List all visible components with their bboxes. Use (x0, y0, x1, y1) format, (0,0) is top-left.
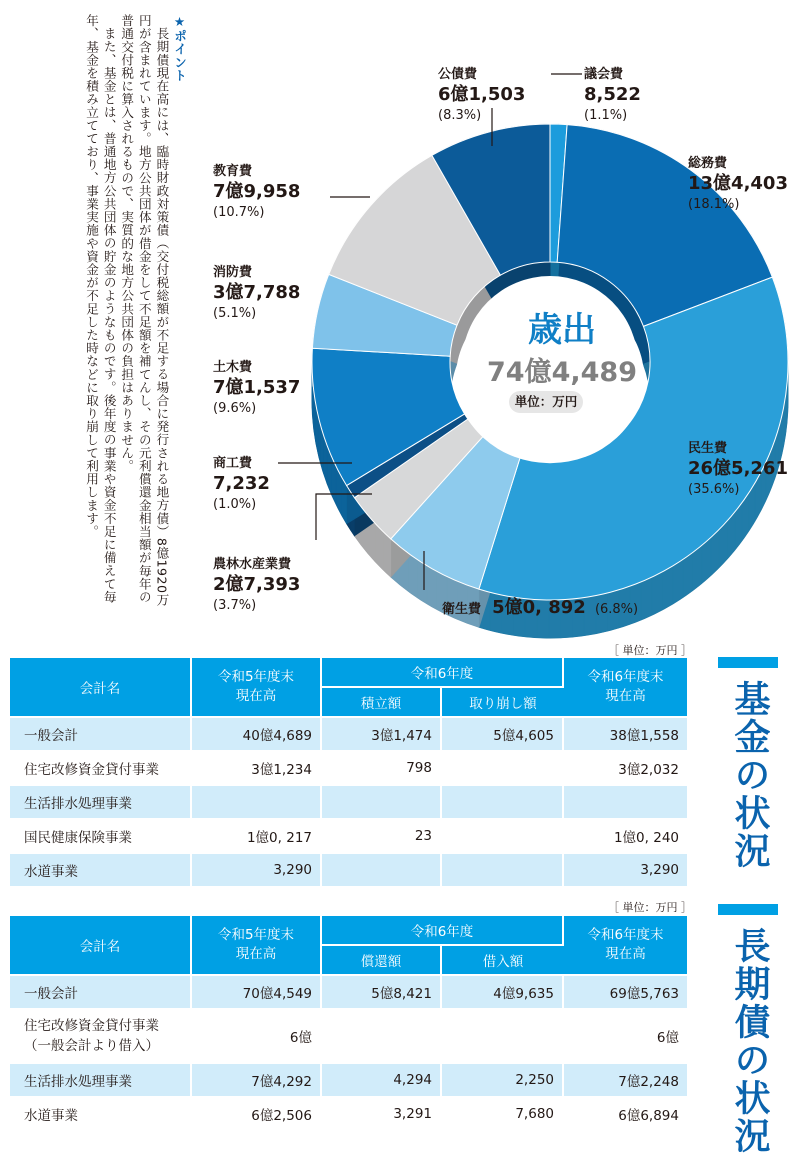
debt-row-value: 7億2,248 (564, 1064, 687, 1098)
debt-header-group: 令和6年度 (322, 916, 564, 946)
slice-wall-minsei (663, 566, 673, 610)
fund-row-value: 38億1,558 (564, 718, 687, 752)
chart-total: 74億4,489 (487, 357, 637, 388)
label-gikai: 議会費 8,522 (1.1%) (584, 67, 641, 123)
debt-row-value: 6億 (564, 1010, 687, 1064)
note-paragraph-2: また、基金とは、普通地方公共団体の貯金のようなものです。後年度の事業や資金不足に備えて毎年、基金を積み立てており、事業実施や資金が不足した時などに取り崩して利用します。 (84, 14, 117, 603)
fund-row-name: 水道事業 (10, 854, 192, 888)
debt-row-name: 生活排水処理事業 (10, 1064, 192, 1098)
fund-unit-note: ［ 単位：万円 ］ (608, 644, 692, 657)
debt-row-name: 住宅改修資金貸付事業 （一般会計より借入） (10, 1010, 192, 1064)
label-norin: 農林水産業費 2億7,393 (3.7%) (213, 557, 301, 613)
debt-row-value: 7,680 (442, 1098, 564, 1132)
fund-header-name: 会計名 (10, 658, 192, 718)
fund-side-title: 基金の状況 (718, 657, 778, 870)
fund-table (10, 658, 687, 888)
note-heading: ★ポイント (172, 14, 187, 82)
fund-row-value: 1億0, 217 (192, 820, 322, 854)
fund-row-value: 798 (322, 752, 442, 786)
debt-row-value: 5億8,421 (322, 976, 442, 1010)
fund-table-row (10, 786, 687, 820)
debt-header-name: 会計名 (10, 916, 192, 976)
fund-row-name: 住宅改修資金貸付事業 (10, 752, 192, 786)
label-shobo: 消防費 3億7,788 (5.1%) (213, 265, 301, 321)
note-paragraph-1: 長期債現在高には、臨時財政対策債（交付税総額が不足する場合に発行される地方債）8億1920万円が含まれています。地方公共団体が借金をして不足額を補てんし、その元利償還金相当額が毎年の普通交付税に算入されるもので、実質的な地方公共団体の負担はありません。 (119, 14, 170, 607)
debt-row-value (322, 1010, 442, 1064)
chart-unit-badge: 単位：万円 (509, 391, 583, 413)
fund-row-value: 3億1,234 (192, 752, 322, 786)
debt-row-name: 一般会計 (10, 976, 192, 1010)
label-somu: 総務費 13億4,403 (18.1%) (688, 156, 788, 212)
fund-row-value: 3,290 (564, 854, 687, 888)
fund-row-name: 一般会計 (10, 718, 192, 752)
debt-row-name: 水道事業 (10, 1098, 192, 1132)
fund-row-value (442, 752, 564, 786)
fund-row-value: 40億4,689 (192, 718, 322, 752)
debt-table (10, 916, 687, 1132)
debt-row-value: 2,250 (442, 1064, 564, 1098)
fund-side-bar (718, 657, 778, 668)
fund-row-value (322, 786, 442, 820)
debt-table-row (10, 1064, 687, 1098)
fund-table-row (10, 718, 687, 752)
fund-row-value (564, 786, 687, 820)
fund-row-value: 3,290 (192, 854, 322, 888)
label-kyoiku: 教育費 7億9,958 (10.7%) (213, 164, 301, 220)
fund-header-cur: 令和6年度末現在高 (564, 658, 687, 718)
label-kosai: 公債費 6億1,503 (8.3%) (438, 67, 526, 123)
debt-row-value: 7億4,292 (192, 1064, 322, 1098)
slice-wall-minsei (683, 553, 693, 598)
slice-wall-minsei (641, 577, 652, 620)
debt-table-row (10, 976, 687, 1010)
debt-row-value (442, 1010, 564, 1064)
slice-wall-eisei (408, 553, 417, 598)
slice-wall-minsei (673, 559, 683, 603)
debt-row-value: 69億5,763 (564, 976, 687, 1010)
label-doboku: 土木費 7億1,537 (9.6%) (213, 360, 301, 416)
fund-row-value: 3億2,032 (564, 752, 687, 786)
debt-row-value: 3,291 (322, 1098, 442, 1132)
debt-row-value: 4億9,635 (442, 976, 564, 1010)
debt-row-value: 4,294 (322, 1064, 442, 1098)
fund-row-name: 国民健康保険事業 (10, 820, 192, 854)
fund-row-value: 3億1,474 (322, 718, 442, 752)
slice-wall-eisei (418, 560, 428, 604)
debt-header-in: 償還額 (322, 946, 442, 976)
fund-row-value: 5億4,605 (442, 718, 564, 752)
fund-header-group: 令和6年度 (322, 658, 564, 688)
fund-header-prev: 令和5年度末現在高 (192, 658, 322, 718)
chart-title: 歳出 (528, 310, 596, 350)
debt-table-row (10, 1098, 687, 1132)
slice-wall-minsei (652, 572, 663, 615)
fund-row-value (442, 854, 564, 888)
fund-row-value (442, 786, 564, 820)
fund-row-value: 23 (322, 820, 442, 854)
debt-unit-note: ［ 単位：万円 ］ (608, 901, 692, 914)
fund-row-value (442, 820, 564, 854)
fund-row-value (192, 786, 322, 820)
fund-header-out: 取り崩し額 (442, 688, 564, 718)
fund-table-row (10, 854, 687, 888)
debt-row-value: 70億4,549 (192, 976, 322, 1010)
fund-table-row (10, 752, 687, 786)
debt-header-prev: 令和5年度末現在高 (192, 916, 322, 976)
debt-header-out: 借入額 (442, 946, 564, 976)
fund-table-row (10, 820, 687, 854)
debt-row-value: 6億 (192, 1010, 322, 1064)
fund-header-in: 積立額 (322, 688, 442, 718)
debt-header-cur: 令和6年度末現在高 (564, 916, 687, 976)
label-eisei: 衛生費 5億0, 892 (6.8%) (442, 597, 639, 618)
debt-side-bar (718, 904, 778, 915)
fund-row-value (322, 854, 442, 888)
label-shoko: 商工費 7,232 (1.0%) (213, 456, 270, 512)
label-minsei: 民生費 26億5,261 (35.6%) (688, 441, 788, 497)
debt-table-row (10, 1010, 687, 1064)
debt-row-value: 6億6,894 (564, 1098, 687, 1132)
fund-row-value: 1億0, 240 (564, 820, 687, 854)
debt-row-value: 6億2,506 (192, 1098, 322, 1132)
fund-row-name: 生活排水処理事業 (10, 786, 192, 820)
slice-wall-eisei (427, 566, 437, 610)
debt-side-title: 長期債の状況 (718, 904, 778, 1155)
